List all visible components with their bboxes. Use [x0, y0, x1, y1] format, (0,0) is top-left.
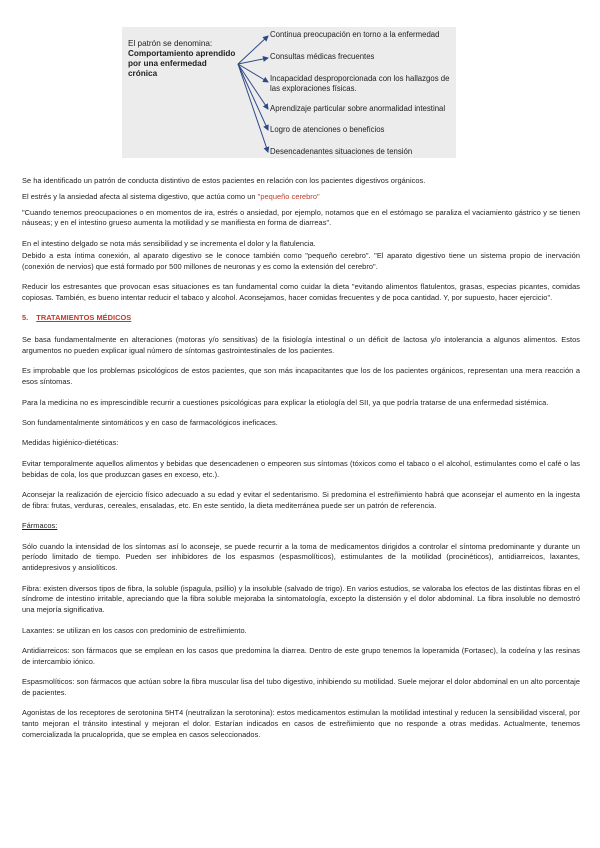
paragraph: Debido a esta íntima conexión, al aparato digestivo se le conoce también como "pequeño cerebro". "El aparato digestivo tiene un sistema propio de inervación (conexión de nervios) que está formado por 500 millones de neuronas y es como la extensión del cerebro".: [22, 251, 580, 271]
paragraph: Reducir los estresantes que provocan esas situaciones es tan fundamental como cuidar la dieta "evitando alimentos flatulentos, grasas, especias picantes, comidas copiosas. También, es bueno intentar reducir el tabaco y alcohol. Aconsejamos, hacer comidas frecuentes y de poca cantidad. Y, por supuesto, hacer ejercicio".: [22, 282, 580, 303]
diagram-item: Logro de atenciones o beneficios: [270, 125, 385, 134]
paragraph: Se basa fundamentalmente en alteraciones (motoras y/o sensitivas) de la fisiología intestinal o un déficit de lactosa y/o intolerancia a algunos alimentos. Estos argumentos no pueden explicar igual número de síntomas gastrointestinales de los pacientes.: [22, 335, 580, 356]
highlighted-quote: "pequeño cerebro": [257, 191, 320, 201]
diagram-root-label: [128, 39, 238, 79]
diagram-root-line: El patrón se denomina:: [128, 39, 213, 48]
paragraph: En el intestino delgado se nota más sensibilidad y se incrementa el dolor y la flatulencia.: [22, 238, 316, 248]
diagram-root-line: Comportamiento aprendido: [128, 49, 236, 58]
subheading: Fármacos:: [22, 521, 58, 531]
document-body: [22, 176, 580, 750]
paragraph: Fibra: existen diversos tipos de fibra, la soluble (ispagula, psillio) y la insoluble (salvado de trigo). En varios estudios, se valoraba los efectos de las distintas fibras en el síndrome de intestino irritable, apreciando que la fibra soluble mejoraba la sintomatología, excepto la distensión y el dolor abdominal. La fibra insoluble no demostró una mejoría significativa.: [22, 583, 580, 615]
diagram-item: Desencadenantes situaciones de tensión: [270, 147, 413, 156]
behavior-pattern-diagram: [122, 27, 456, 158]
diagram-item: Continua preocupación en torno a la enfermedad: [270, 30, 440, 39]
paragraph: Evitar temporalmente aquellos alimentos y bebidas que desencadenen o empeoren sus síntomas (tóxicos como el tabaco o el alcohol, estimulantes como el café o las bebidas de cola, los que produzcan gases en exceso, etc.).: [22, 458, 580, 479]
paragraph: Sólo cuando la intensidad de los síntomas así lo aconseje, se puede recurrir a la toma de medicamentos dirigidos a controlar el síntoma predominante y durante un período limitado de tiempo. Pueden ser inhibidores de los espasmos (espasmolíticos), estimulantes de la motilidad (procinéticos), antidiarreicos, laxantes, antidepresivos y ansiolíticos.: [22, 541, 580, 573]
paragraph: Antidiarreicos: son fármacos que se emplean en los casos que predomina la diarrea. Dentro de este grupo tenemos la loperamida (Fortasec), la codeína y las resinas de intercambio iónico.: [22, 645, 580, 666]
subheading: Medidas higiénico-dietéticas:: [22, 438, 119, 448]
section-heading: [22, 313, 580, 324]
diagram-root-line: por una enfermedad: [128, 59, 207, 68]
diagram-item: Aprendizaje particular sobre anormalidad intestinal: [270, 104, 446, 113]
paragraph: Espasmolíticos: son fármacos que actúan sobre la fibra muscular lisa del tubo digestivo, inhibiendo su motilidad. Suele mejorar el dolor abdominal en un alto porcentaje de pacientes.: [22, 677, 580, 697]
paragraph: Agonistas de los receptores de serotonina 5HT4 (neutralizan la serotonina): estos medicamentos estimulan la motilidad intestinal y reducen la sensibilidad visceral, por tanto mejoran el tránsito intestinal y mejoran el dolor. Estarían indicados en casos de estreñimiento que no responde a otras medidas. Actualmente, tenemos comercializada la prucaloprida, que se emplea en casos seleccionados.: [22, 708, 580, 739]
paragraph: Es improbable que los problemas psicológicos de estos pacientes, que son más incapacitantes que los de los pacientes orgánicos, representan una mera reacción a esos síntomas.: [22, 366, 580, 387]
section-number: 5.: [22, 313, 29, 323]
paragraph-text: El estrés y la ansiedad afecta al sistema digestivo, que actúa como un: [22, 191, 258, 201]
diagram-root-line: crónica: [128, 69, 158, 78]
paragraph: Son fundamentalmente sintomáticos y en caso de farmacológicos ineficaces.: [22, 418, 278, 428]
paragraph: Para la medicina no es imprescindible recurrir a cuestiones psicológicas para explicar la etiología del SII, ya que podría tratarse de una enfermedad sistémica.: [22, 397, 549, 407]
paragraph: [22, 192, 580, 203]
section-title: TRATAMIENTOS MÉDICOS: [36, 313, 132, 323]
paragraph: Aconsejar la realización de ejercicio físico adecuado a su edad y evitar el sedentarismo. Si predomina el estreñimiento habrá que aconsejar el aumento en la ingesta de fibra: frutas, verduras, cereales, ensaladas, etc. En este sentido, la dieta mediterránea puede ser un patrón de referencia.: [22, 489, 580, 510]
paragraph: Se ha identificado un patrón de conducta distintivo de estos pacientes en relación con los pacientes digestivos orgánicos.: [22, 176, 426, 185]
paragraph: Laxantes: se utilizan en los casos con predominio de estreñimiento.: [22, 625, 247, 635]
paragraph: "Cuando tenemos preocupaciones o en momentos de ira, estrés o ansiedad, por ejemplo, notamos que en el estómago se paraliza el vaciamiento gástrico y se tienen náuseas; y en el intestino grueso aumenta la motilidad y se manifiesta en forma de diarreas".: [22, 207, 580, 228]
diagram-item: Consultas médicas frecuentes: [270, 52, 375, 61]
diagram-item: Incapacidad desproporcionada con los hallazgos de las exploraciones físicas.: [270, 74, 450, 93]
